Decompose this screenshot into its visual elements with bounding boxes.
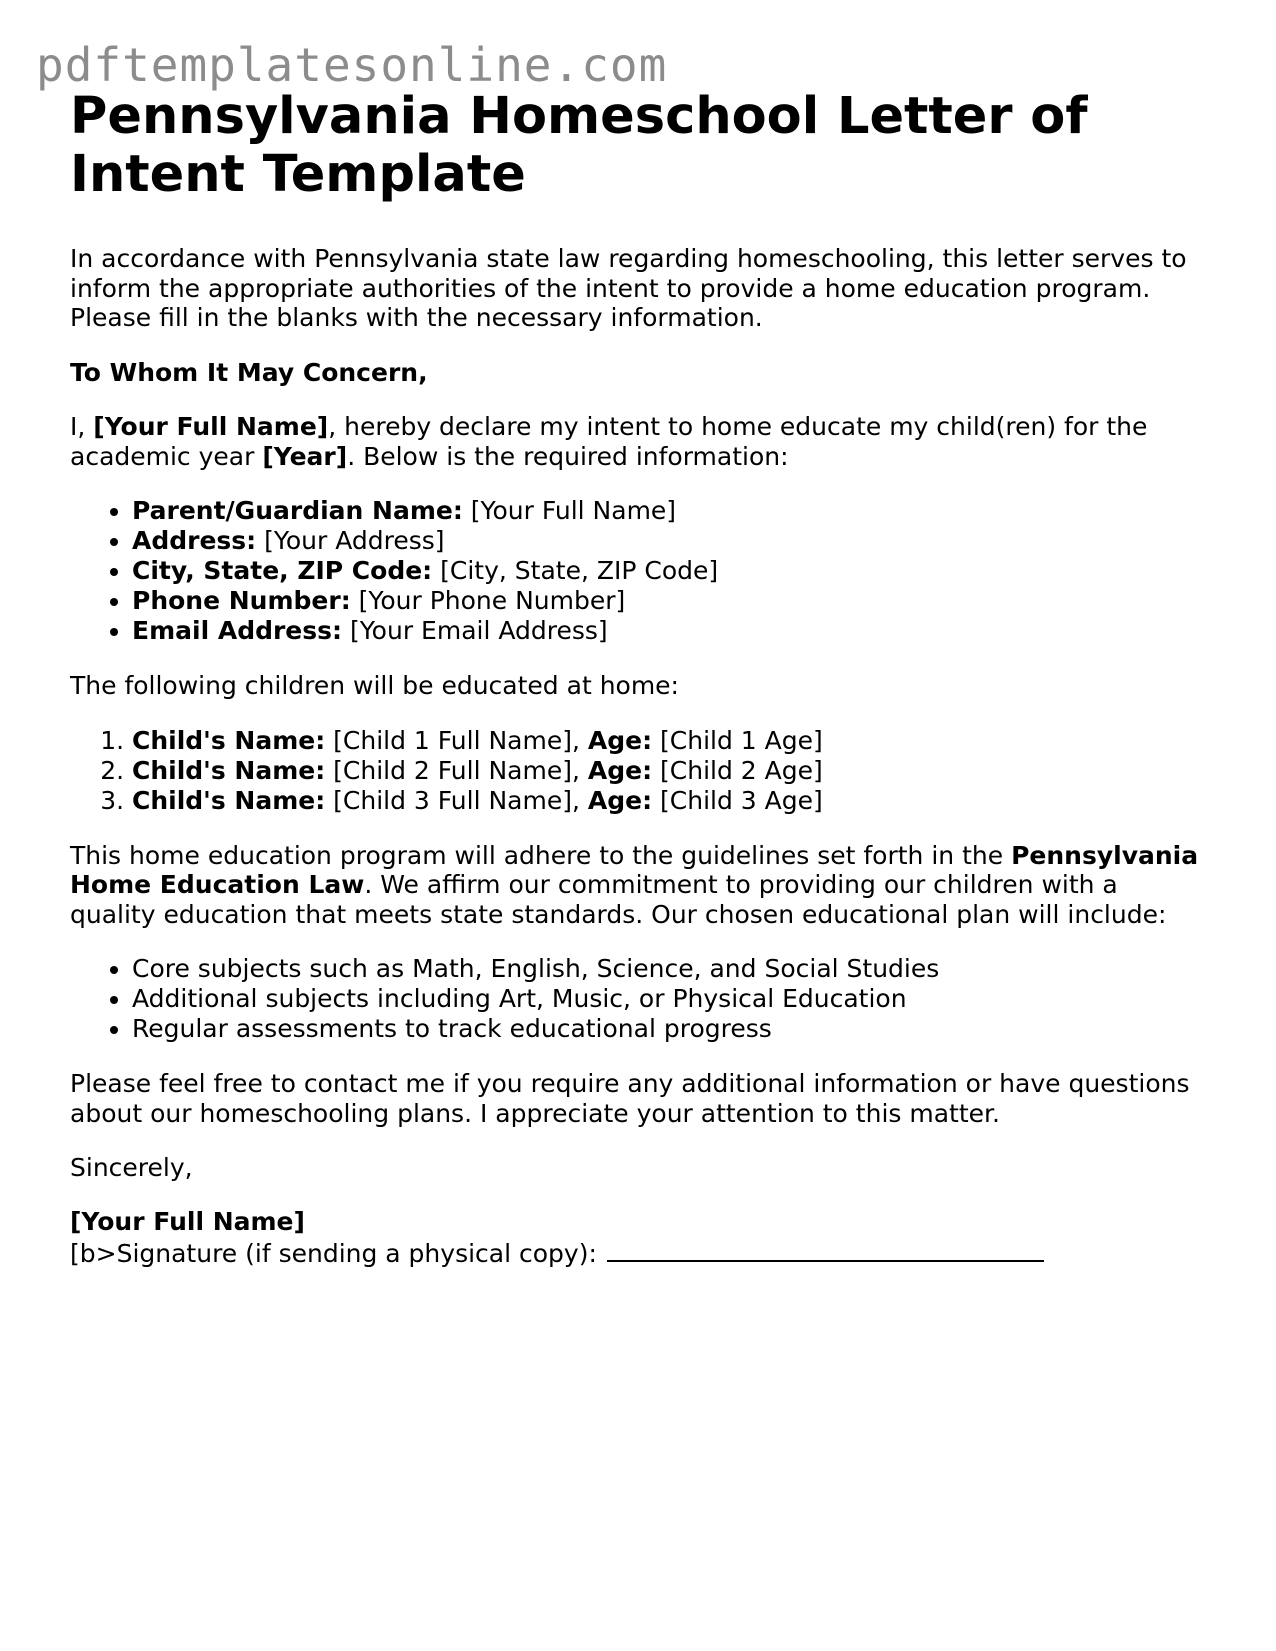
info-label: City, State, ZIP Code: bbox=[132, 556, 433, 585]
list-item bbox=[132, 726, 1210, 756]
list-item bbox=[132, 756, 1210, 786]
list-item bbox=[132, 616, 1210, 646]
program-law: Pennsylvania Home Education Law bbox=[70, 840, 1199, 899]
salutation bbox=[70, 358, 1210, 388]
signer-name: [Your Full Name] bbox=[70, 1206, 305, 1236]
child-name-value: [Child 3 Full Name], bbox=[325, 785, 588, 815]
list-item bbox=[132, 786, 1210, 816]
info-label: Parent/Guardian Name: bbox=[132, 496, 463, 525]
info-value: [Your Address] bbox=[256, 526, 445, 555]
child-name-value: [Child 1 Full Name], bbox=[325, 725, 588, 755]
list-item bbox=[132, 556, 1210, 586]
child-name-label: Child's Name: bbox=[132, 785, 326, 815]
children-list bbox=[70, 726, 1210, 816]
info-label: Phone Number: bbox=[132, 586, 351, 615]
child-age-value: [Child 2 Age] bbox=[652, 755, 823, 785]
intro-paragraph: In accordance with Pennsylvania state law regarding homeschooling, this letter serves to inform the appropriate authorities of the intent to provide a home education program. Please fill in the blanks with the necessary information. bbox=[70, 244, 1187, 332]
declaration-middle: , hereby declare my intent to home educate my child(ren) for the academic year bbox=[70, 412, 1148, 471]
info-label: Email Address: bbox=[132, 616, 343, 645]
info-value: [Your Phone Number] bbox=[350, 586, 626, 615]
info-value: [City, State, ZIP Code] bbox=[432, 556, 719, 585]
list-item bbox=[132, 526, 1210, 556]
parent-info-list bbox=[70, 496, 1210, 646]
list-item bbox=[132, 586, 1210, 616]
signoff-block bbox=[70, 1207, 1210, 1269]
declaration-suffix: . Below is the required information: bbox=[347, 441, 789, 471]
declaration-name-placeholder: [Your Full Name] bbox=[93, 412, 329, 441]
letter-document bbox=[70, 88, 1210, 1269]
child-age-value: [Child 1 Age] bbox=[652, 725, 823, 755]
program-suffix: . We affirm our commitment to providing our children with a quality education that meets state standards. Our chosen educational plan will include: bbox=[70, 870, 1167, 929]
list-item: • Core subjects such as Math, English, Science, and Social Studies bbox=[132, 954, 1210, 984]
program-prefix: This home education program will adhere to the guidelines set forth in the bbox=[70, 840, 1012, 870]
children-intro: The following children will be educated at home: bbox=[70, 671, 679, 700]
info-value: [Your Full Name] bbox=[462, 496, 677, 525]
signature-label: [b>Signature (if sending a physical copy): bbox=[70, 1239, 605, 1268]
info-label: Address: bbox=[132, 526, 257, 555]
signature-line[interactable] bbox=[607, 1236, 1044, 1262]
list-item: • Regular assessments to track educational progress bbox=[132, 1014, 1210, 1044]
plan-list bbox=[70, 954, 1210, 1044]
info-value: [Your Email Address] bbox=[342, 616, 608, 645]
watermark: pdftemplatesonline.com bbox=[36, 38, 668, 92]
declaration-prefix: I, bbox=[70, 412, 94, 441]
salutation-text: To Whom It May Concern, bbox=[70, 357, 428, 387]
document-title: Pennsylvania Homeschool Letter of Intent Template bbox=[70, 87, 1088, 204]
list-item: • Additional subjects including Art, Music, or Physical Education bbox=[132, 984, 1210, 1014]
child-name-label: Child's Name: bbox=[132, 755, 326, 785]
child-age-label: Age: bbox=[587, 755, 653, 785]
child-name-label: Child's Name: bbox=[132, 725, 326, 755]
program-paragraph bbox=[70, 841, 1210, 930]
declaration-year-placeholder: [Year] bbox=[262, 441, 348, 471]
child-name-value: [Child 2 Full Name], bbox=[325, 755, 588, 785]
child-age-label: Age: bbox=[587, 785, 653, 815]
list-item bbox=[132, 496, 1210, 526]
child-age-value: [Child 3 Age] bbox=[652, 785, 823, 815]
declaration-paragraph bbox=[70, 412, 1210, 471]
contact-paragraph: Please feel free to contact me if you require any additional information or have questions about our homeschooling plans. I appreciate your attention to this matter. bbox=[70, 1069, 1190, 1128]
closing: Sincerely, bbox=[70, 1153, 193, 1182]
child-age-label: Age: bbox=[587, 725, 653, 755]
